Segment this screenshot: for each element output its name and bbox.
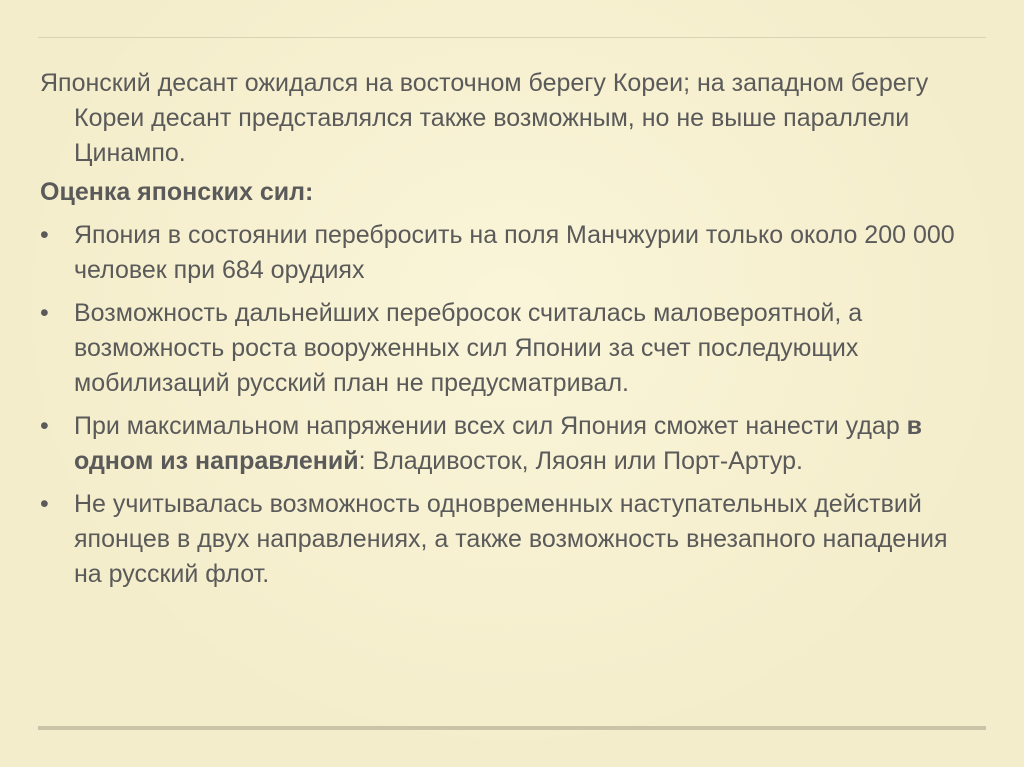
- bullet-item: [40, 218, 980, 288]
- section-heading: Оценка японских сил:: [40, 178, 314, 206]
- bullet-marker: •: [40, 299, 49, 327]
- bullet-text: Япония в состоянии перебросить на поля Манчжурии только около 200 000 человек при 684 орудиях: [74, 221, 955, 284]
- top-divider: [38, 37, 986, 38]
- bullet-text-bold: в одном из направлений: [74, 412, 923, 475]
- bullet-text-start: При максимальном напряжении всех сил Япония сможет нанести удар: [74, 412, 907, 440]
- bullet-text: Не учитывалась возможность одновременных наступательных действий японцев в двух направлениях, а также возможность внезапного нападения на русский флот.: [74, 490, 948, 588]
- bullet-text: [74, 409, 980, 479]
- bullet-item: [40, 296, 980, 401]
- intro-paragraph: Японский десант ожидался на восточном берегу Кореи; на западном берегу Кореи десант представлялся также возможным, но не выше параллели Цинампо.: [40, 69, 929, 167]
- bottom-divider: [38, 726, 986, 730]
- bullet-marker: •: [40, 221, 49, 249]
- slide-content: [40, 66, 980, 592]
- bullet-marker: •: [40, 490, 49, 518]
- bullet-text-end: : Владивосток, Ляоян или Порт-Артур.: [358, 447, 804, 475]
- bullet-item: [40, 409, 980, 479]
- bullet-item: [40, 487, 980, 592]
- bullet-marker: •: [40, 412, 49, 440]
- bullet-text: Возможность дальнейших перебросок считалась маловероятной, а возможность роста вооруженных сил Японии за счет последующих мобилизаций русский план не предусматривал.: [74, 299, 863, 397]
